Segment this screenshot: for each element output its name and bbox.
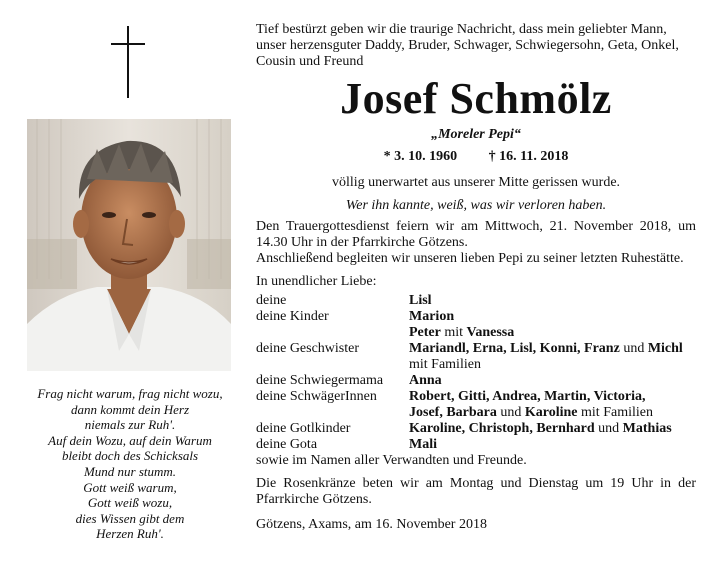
birth-date: * 3. 10. 1960 — [383, 149, 458, 164]
relative-row-gota — [256, 437, 696, 453]
poem-line: dies Wissen gibt dem — [75, 510, 185, 526]
relative-row-in-laws-2 — [256, 405, 696, 421]
relative-name: Josef, Barbara — [409, 405, 497, 420]
place-date: Götzens, Axams, am 16. November 2018 — [256, 517, 487, 532]
relative-row-siblings-2 — [256, 357, 696, 373]
poem-line: Mund nur stumm. — [83, 463, 177, 479]
relatives-list — [256, 293, 696, 469]
connector-text: und — [623, 341, 645, 356]
life-dates — [256, 149, 696, 165]
poem — [20, 386, 240, 542]
poem-line: bleibt doch des Schicksals — [61, 448, 199, 464]
relative-name: Peter — [409, 325, 441, 340]
relative-row-in-laws — [256, 389, 696, 405]
relative-row-mother-in-law — [256, 373, 696, 389]
relative-name: Mathias — [622, 421, 672, 436]
death-date: † 16. 11. 2018 — [488, 149, 569, 164]
poem-line: Auf dein Wozu, auf dein Warum — [48, 432, 212, 448]
poem-line: niemals zur Ruh'. — [84, 417, 176, 433]
nickname: „Moreler Pepi“ — [431, 127, 521, 142]
relative-name: Anna — [409, 373, 442, 388]
relative-name: Karoline, Christoph, Bernhard — [409, 421, 595, 436]
deceased-name: Josef Schmölz — [340, 74, 612, 123]
poem-line: Gott weiß wozu, — [87, 495, 173, 511]
poem-line: Frag nicht warum, frag nicht wozu, — [37, 386, 223, 401]
relative-name: Michl — [647, 341, 683, 356]
poem-line: Herzen Ruh'. — [96, 526, 164, 542]
connector-text: mit Familien — [409, 357, 481, 372]
relative-name: Lisl — [409, 293, 432, 308]
relative-label: deine Gotlkinder — [256, 421, 351, 436]
connector-text: und — [598, 421, 620, 436]
poem-line: dann kommt dein Herz — [70, 401, 190, 417]
relative-row-wife — [256, 293, 696, 309]
relative-row-children — [256, 309, 696, 325]
announcement-text — [256, 22, 696, 533]
relative-name: Mariandl, Erna, Lisl, Konni, Franz — [409, 341, 620, 356]
relative-label: deine Schwiegermama — [256, 373, 384, 388]
intro-text: Tief bestürzt geben wir die traurige Nachricht, dass mein geliebter Mann, unser herzensguter Daddy, Bruder, Schwager, Schwiegersohn, Geta, Onkel, Cousin und Freund — [256, 22, 679, 69]
relative-name: Robert, Gitti, Andrea, Martin, Victoria, — [409, 389, 646, 404]
sudden-text: völlig unerwartet aus unserer Mitte gerissen wurde. — [331, 175, 621, 190]
quote: Wer ihn kannte, weiß, was wir verloren haben. — [345, 198, 607, 213]
relative-name: Vanessa — [466, 325, 515, 340]
connector-text: und — [500, 405, 522, 420]
relative-label: deine Gota — [256, 437, 318, 452]
relative-label: deine — [256, 293, 287, 308]
relative-name: Mali — [409, 437, 437, 452]
rosary-text: Die Rosenkränze beten wir am Montag und Dienstag um 19 Uhr in der Pfarrkirche Götzens. — [256, 476, 696, 507]
burial-text: Anschließend begleiten wir unseren lieben Pepi zu seiner letzten Ruhestätte. — [256, 251, 684, 266]
relative-label: deine Kinder — [256, 309, 329, 324]
portrait-photo — [27, 119, 231, 371]
relative-row-children-2 — [256, 325, 696, 341]
connector-text: mit Familien — [581, 405, 653, 420]
service-text: Den Trauergottesdienst feiern wir am Mittwoch, 21. November 2018, um 14.30 Uhr in der Pfarrkirche Götzens. — [256, 219, 696, 250]
relative-name: Marion — [409, 309, 455, 324]
relative-row-siblings — [256, 341, 696, 357]
others-text: sowie im Namen aller Verwandten und Freunde. — [256, 453, 527, 468]
connector-text: mit — [444, 325, 464, 340]
relative-label: deine Geschwister — [256, 341, 360, 356]
love-intro: In unendlicher Liebe: — [256, 274, 377, 289]
cross-icon — [111, 26, 145, 98]
relative-row-godchildren — [256, 421, 696, 437]
relative-name: Karoline — [524, 405, 578, 420]
relative-label: deine SchwägerInnen — [256, 389, 377, 404]
poem-line: Gott weiß warum, — [83, 479, 177, 495]
